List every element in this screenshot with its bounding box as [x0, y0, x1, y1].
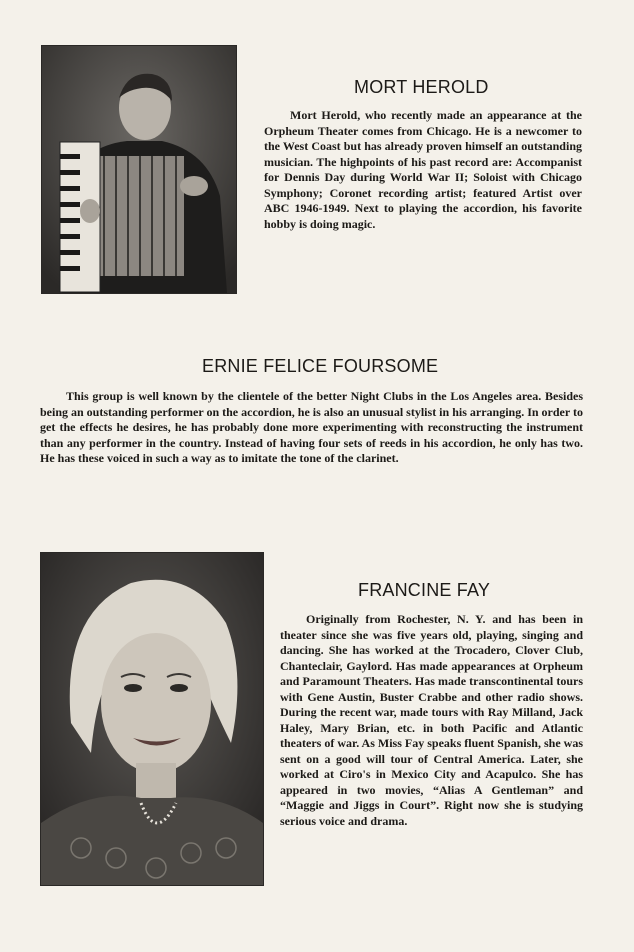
- mort-herold-bio: Mort Herold, who recently made an appearance at the Orpheum Theater comes from Chicago. He is a newcomer to the West Coast but has already proven himself an outstanding musician. The highpoints of his past record are: Accompanist for Dennis Day during World War II; Soloist with Chicago Symphony; Coronet recording artist; featured Artist over ABC 1946-1949. Next to playing the accordion, his favorite hobby is doing magic.: [264, 108, 582, 231]
- accordion-player-image: [42, 46, 236, 293]
- francine-fay-photo: [40, 552, 264, 886]
- portrait-woman-image: [41, 553, 263, 885]
- ernie-felice-foursome-name: ERNIE FELICE FOURSOME: [202, 356, 439, 376]
- mort-herold-photo: [41, 45, 237, 294]
- francine-fay-name: FRANCINE FAY: [358, 580, 491, 600]
- francine-fay-bio: Originally from Rochester, N. Y. and has been in theater since she was five years old, playing, singing and dancing. She has worked at the Trocadero, Clover Club, Chanteclair, Gaylord. Has made appearances at Orpheum and Paramount Theaters. Has made transcontinental tours with Gene Austin, Buster Crabbe and other radio shows. During the recent war, made tours with Ray Milland, Jack Haley, Mary Brian, etc. in both Pacific and Atlantic theaters of war. As Miss Fay speaks fluent Spanish, she was sent on a good will tour of Central America. Later, she worked at Ciro's in Mexico City and Acapulco. She has appeared in two movies, “Alias A Gentleman” and “Maggie and Jiggs in Court”. Right now she is studying serious voice and drama.: [280, 612, 583, 828]
- mort-herold-name: MORT HEROLD: [354, 77, 489, 97]
- ernie-felice-foursome-bio: This group is well known by the clientele of the better Night Clubs in the Los Angeles area. Besides being an outstanding performer on the accordion, he is also an unusual stylist in his arranging. In order to get the effects he desires, he has probably done more experimenting with reconstructing the instrument than any performer in the country. Instead of having four sets of reeds in his accordion, he only has two. He has these voiced in such a way as to imitate the tone of the clarinet.: [40, 389, 583, 465]
